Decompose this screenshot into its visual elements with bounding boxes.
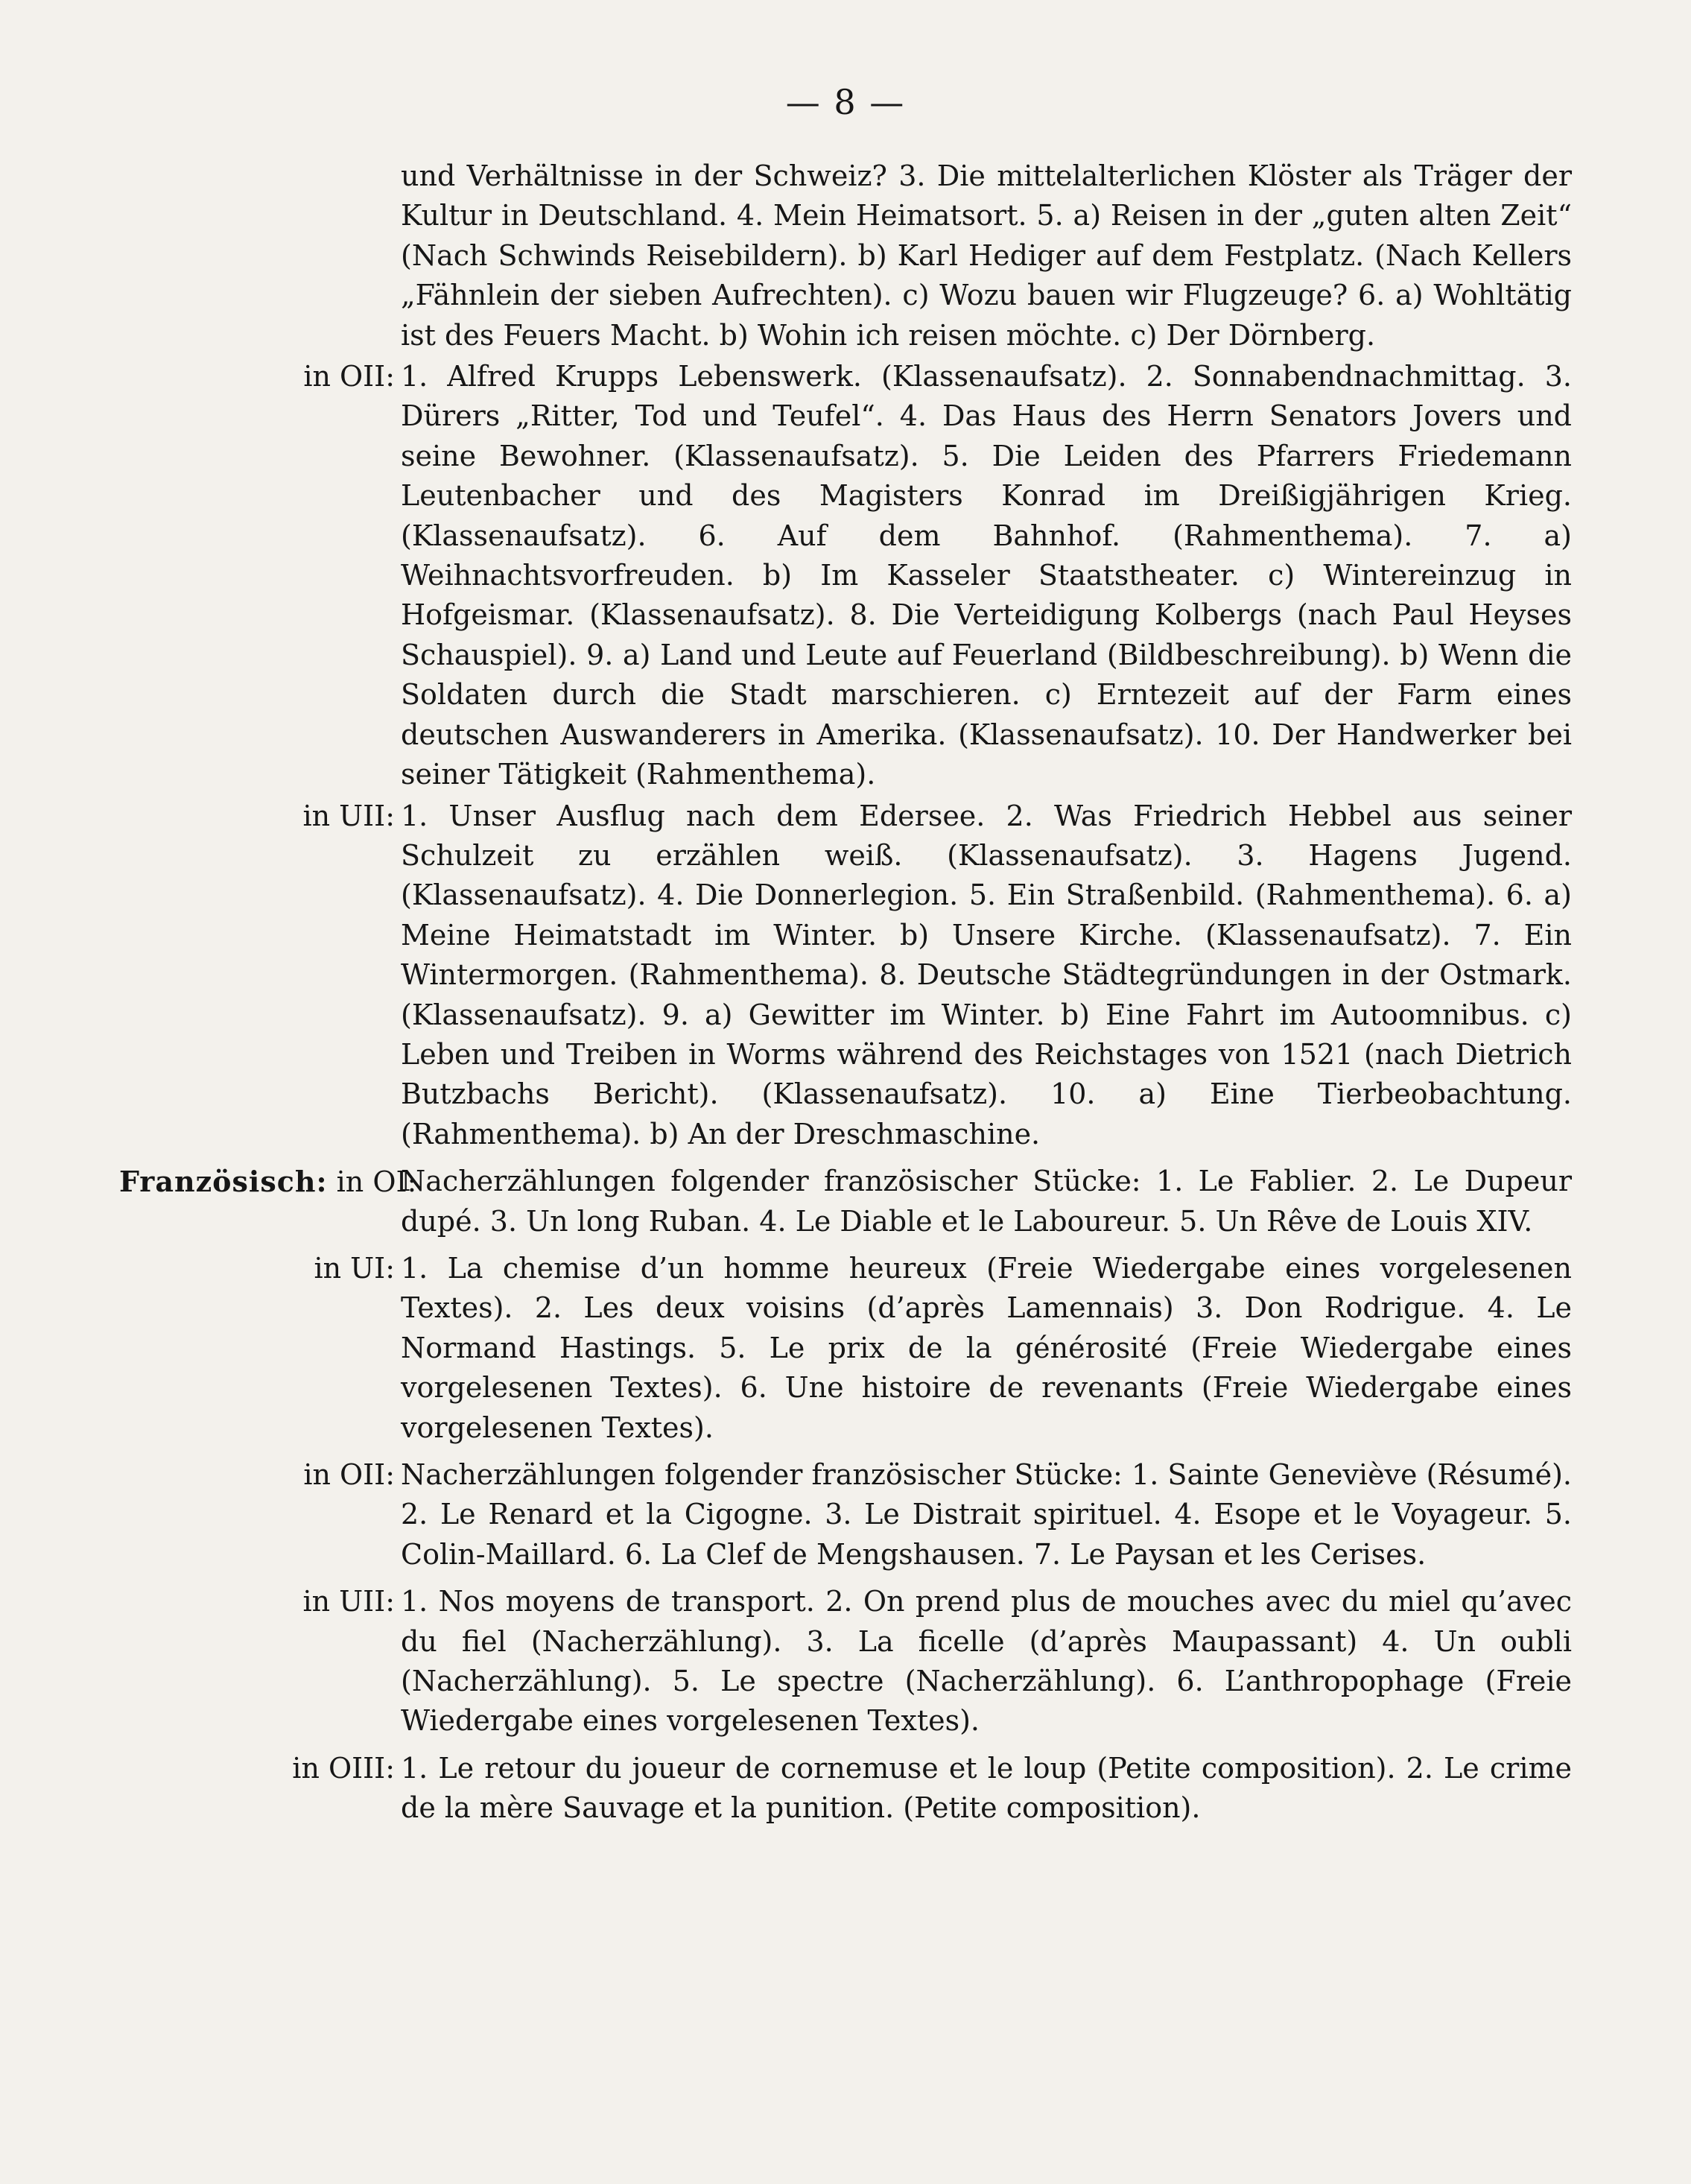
subject-and-class-label: [119, 1162, 417, 1202]
franz-ui-text: 1. La chemise d’un homme heureux (Freie Wiedergabe eines vorgelesenen Textes). 2. Les deux voisins (d’après Lamennais) 3. Don Rodrigue. 4. Le Normand Hastings. 5. Le prix de la générosité (Freie Wiedergabe eines vorgelesenen Textes). 6. Une histoire de revenants (Freie Wiedergabe eines vorgelesenen Textes).: [401, 1251, 1572, 1444]
class-label-oi: in OI:: [336, 1165, 417, 1199]
class-label-ui: in UI:: [314, 1251, 395, 1285]
franz-oiii-text: 1. Le retour du joueur de cornemuse et le loup (Petite composition). 2. Le crime de la mère Sauvage et la punition. (Petite composition).: [401, 1751, 1572, 1825]
deutsch-continuation-text: und Verhältnisse in der Schweiz? 3. Die mittelalterlichen Klöster als Träger der Kultur in Deutschland. 4. Mein Heimatsort. 5. a) Reisen in der „guten alten Zeit“ (Nach Schwinds Reisebildern). b) Karl Hediger auf dem Festplatz. (Nach Kellers „Fähnlein der sieben Aufrechten). c) Wozu bauen wir Flugzeuge? 6. a) Wohltätig ist des Feuers Macht. b) Wohin ich reisen möchte. c) Der Dörnberg.: [401, 159, 1572, 352]
class-label-uii: in UII:: [302, 799, 395, 832]
franz-oii-block: [119, 1455, 1572, 1574]
franz-uii-block: [119, 1582, 1572, 1741]
subject-heading-franzoesisch: Französisch:: [119, 1165, 328, 1199]
page-body: [119, 156, 1572, 1829]
page-number: — 8 —: [785, 82, 906, 122]
class-label-uii: in UII:: [302, 1585, 395, 1618]
deutsch-oii-block: [119, 357, 1572, 794]
deutsch-uii-block: [119, 797, 1572, 1155]
class-label-oii: in OII:: [303, 360, 395, 393]
franz-oi-text: Nacherzählungen folgender französischer Stücke: 1. Le Fablier. 2. Le Dupeur dupé. 3. Un long Ruban. 4. Le Diable et le Laboureur. 5. Un Rêve de Louis XIV.: [401, 1165, 1572, 1238]
class-label-oiii: in OIII:: [292, 1751, 395, 1785]
class-label-oii: in OII:: [303, 1458, 395, 1491]
deutsch-continuation-block: [119, 156, 1572, 355]
franz-oii-text: Nacherzählungen folgender französischer Stücke: 1. Sainte Geneviève (Résumé). 2. Le Renard et la Cigogne. 3. Le Distrait spirituel. 4. Esope et le Voyageur. 5. Colin-Maillard. 6. La Clef de Mengshausen. 7. Le Paysan et les Cerises.: [401, 1458, 1572, 1571]
franz-oi-block: [119, 1162, 1572, 1241]
franz-oiii-block: [119, 1749, 1572, 1829]
deutsch-oii-text: 1. Alfred Krupps Lebenswerk. (Klassenaufsatz). 2. Sonnabendnachmittag. 3. Dürers „Ritter, Tod und Teufel“. 4. Das Haus des Herrn Senators Jovers und seine Bewohner. (Klassenaufsatz). 5. Die Leiden des Pfarrers Friedemann Leutenbacher und des Magisters Konrad im Dreißigjährigen Krieg. (Klassenaufsatz). 6. Auf dem Bahnhof. (Rahmenthema). 7. a) Weihnachtsvorfreuden. b) Im Kasseler Staatstheater. c) Wintereinzug in Hofgeismar. (Klassenaufsatz). 8. Die Verteidigung Kolbergs (nach Paul Heyses Schauspiel). 9. a) Land und Leute auf Feuerland (Bildbeschreibung). b) Wenn die Soldaten durch die Stadt marschieren. c) Erntezeit auf der Farm eines deutschen Auswanderers in Amerika. (Klassenaufsatz). 10. Der Handwerker bei seiner Tätigkeit (Rahmenthema).: [401, 360, 1572, 791]
deutsch-uii-text: 1. Unser Ausflug nach dem Edersee. 2. Was Friedrich Hebbel aus seiner Schulzeit zu erzählen weiß. (Klassenaufsatz). 3. Hagens Jugend. (Klassenaufsatz). 4. Die Donnerlegion. 5. Ein Straßenbild. (Rahmenthema). 6. a) Meine Heimatstadt im Winter. b) Unsere Kirche. (Klassenaufsatz). 7. Ein Wintermorgen. (Rahmenthema). 8. Deutsche Städtegründungen in der Ostmark. (Klassenaufsatz). 9. a) Gewitter im Winter. b) Eine Fahrt im Autoomnibus. c) Leben und Treiben in Worms während des Reichstages von 1521 (nach Dietrich Butzbachs Bericht). (Klassenaufsatz). 10. a) Eine Tierbeobachtung. (Rahmenthema). b) An der Dreschmaschine.: [401, 799, 1572, 1150]
franz-uii-text: 1. Nos moyens de transport. 2. On prend plus de mouches avec du miel qu’avec du fiel (Nacherzählung). 3. La ficelle (d’après Maupassant) 4. Un oubli (Nacherzählung). 5. Le spectre (Nacherzählung). 6. L’anthropophage (Freie Wiedergabe eines vorgelesenen Textes).: [401, 1585, 1572, 1738]
franz-ui-block: [119, 1249, 1572, 1448]
